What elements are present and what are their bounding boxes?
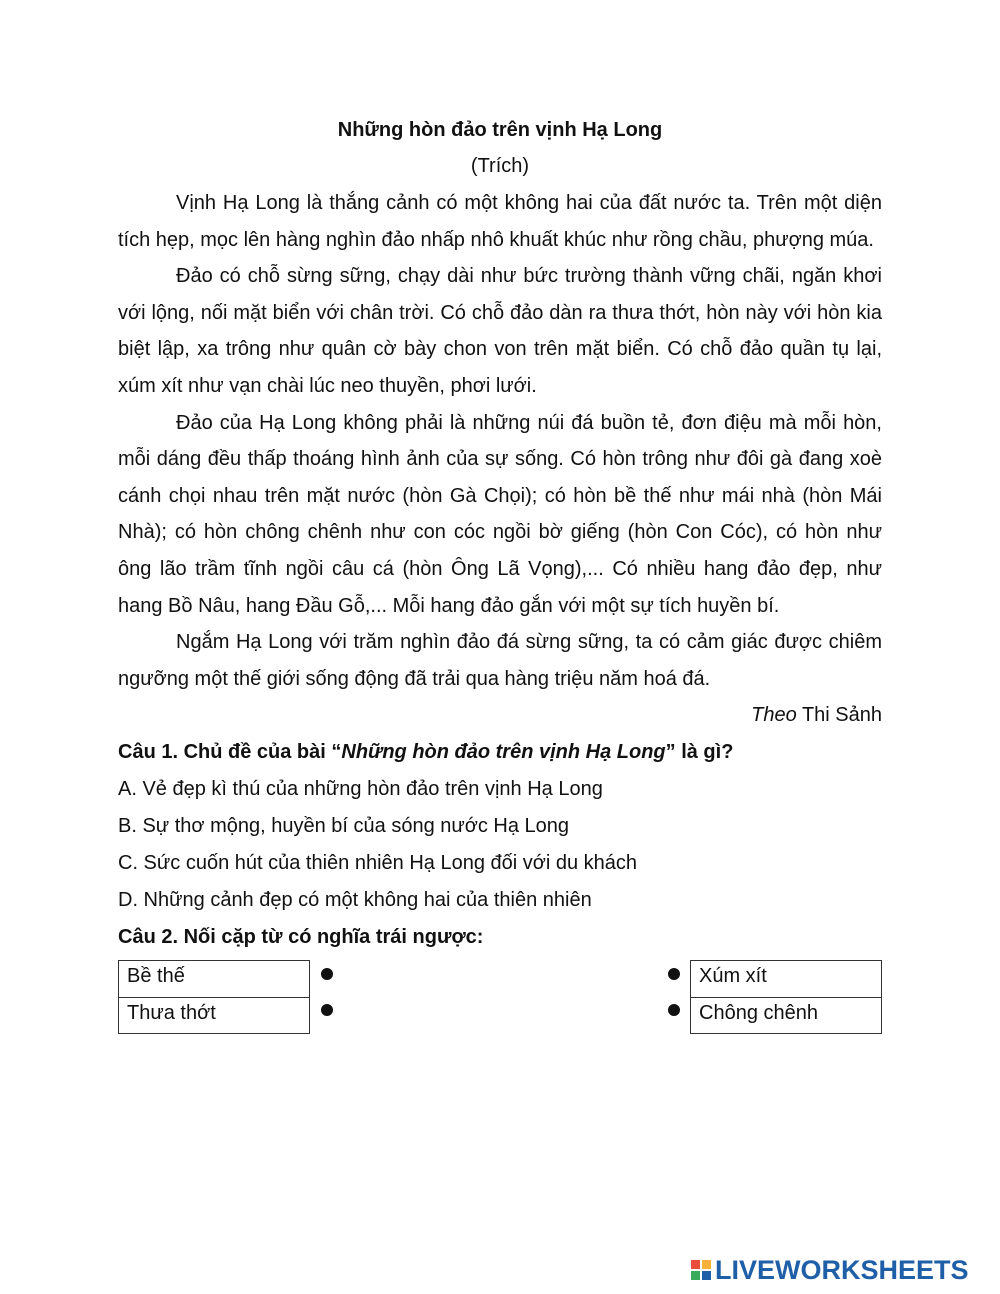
author-credit	[118, 697, 882, 734]
question-1-suffix: ” là gì?	[665, 741, 734, 764]
reading-paragraph-4: Ngắm Hạ Long với trăm nghìn đảo đá sừng sững, ta có cảm giác được chiêm ngưỡng một thế giới sống động đã trải qua hàng triệu năm hoá đá.	[118, 631, 882, 690]
logo-square-icon	[691, 1271, 700, 1280]
reading-paragraph-2: Đảo có chỗ sừng sững, chạy dài như bức trường thành vững chãi, ngăn khơi với lộng, nối mặt biển với chân trời. Có chỗ đảo dàn ra thưa thớt, hòn này với hòn kia biệt lập, xa trông như quân cờ bày chon von trên mặt biển. Có chỗ đảo quần tụ lại, xúm xít như vạn chài lúc neo thuyền, phơi lưới.	[118, 265, 882, 397]
question-1-option-d[interactable]: D. Những cảnh đẹp có một không hai của thiên nhiên	[118, 889, 592, 912]
question-1-option-b[interactable]: B. Sự thơ mộng, huyền bí của sóng nước Hạ Long	[118, 815, 570, 838]
worksheet-page	[118, 112, 882, 1040]
left-word-2: Thưa thớt	[119, 997, 309, 1033]
author-prefix: Theo	[751, 704, 797, 727]
right-word-2: Chông chênh	[691, 997, 881, 1033]
right-connector-dot-2[interactable]	[668, 1004, 680, 1016]
reading-paragraph-3: Đảo của Hạ Long không phải là những núi đá buồn tẻ, đơn điệu mà mỗi hòn, mỗi dáng đều thấp thoáng hình ảnh của sự sống. Có hòn trông như đôi gà đang xoè cánh chọi nhau trên mặt nước (hòn Gà Chọi); có hòn bề thế như mái nhà (hòn Mái Nhà); có hòn chông chênh như con cóc ngồi bờ giếng (hòn Con Cóc), có hòn như ông lão trầm tĩnh ngồi câu cá (hòn Ông Lã Vọng),... Có nhiều hang đảo đẹp, như hang Bồ Nâu, hang Đầu Gỗ,... Mỗi hang đảo gắn với một sự tích huyền bí.	[118, 411, 882, 617]
left-word-table	[118, 960, 310, 1034]
matching-area	[118, 960, 882, 1040]
right-connector-dot-1[interactable]	[668, 968, 680, 980]
question-1-option-c[interactable]: C. Sức cuốn hút của thiên nhiên Hạ Long đối với du khách	[118, 852, 638, 875]
question-1-label	[118, 734, 882, 771]
logo-mark-icon	[691, 1260, 711, 1280]
reading-paragraph-1: Vịnh Hạ Long là thắng cảnh có một không hai của đất nước ta. Trên một diện tích hẹp, mọc lên hàng nghìn đảo nhấp nhô khuất khúc như rồng chầu, phượng múa.	[118, 192, 882, 251]
page-title: Những hòn đảo trên vịnh Hạ Long	[337, 119, 663, 141]
left-word-1: Bề thế	[127, 965, 185, 988]
liveworksheets-logo	[691, 1255, 969, 1285]
author-name: Thi Sảnh	[796, 704, 882, 727]
logo-square-icon	[691, 1260, 700, 1269]
logo-square-icon	[702, 1271, 711, 1280]
question-1-prefix: Câu 1. Chủ đề của bài “	[118, 741, 342, 764]
right-word-1: Xúm xít	[699, 965, 767, 988]
question-1-title: Những hòn đảo trên vịnh Hạ Long	[341, 741, 666, 764]
logo-square-icon	[702, 1260, 711, 1269]
right-word-table	[690, 960, 882, 1034]
left-connector-dot-2[interactable]	[321, 1004, 333, 1016]
logo-text: LIVEWORKSHEETS	[715, 1254, 969, 1285]
left-connector-dot-1[interactable]	[321, 968, 333, 980]
question-1-option-a[interactable]: A. Vẻ đẹp kì thú của những hòn đảo trên vịnh Hạ Long	[118, 778, 603, 801]
page-subtitle: (Trích)	[470, 155, 530, 177]
question-2-label: Câu 2. Nối cặp từ có nghĩa trái ngược:	[118, 926, 484, 949]
